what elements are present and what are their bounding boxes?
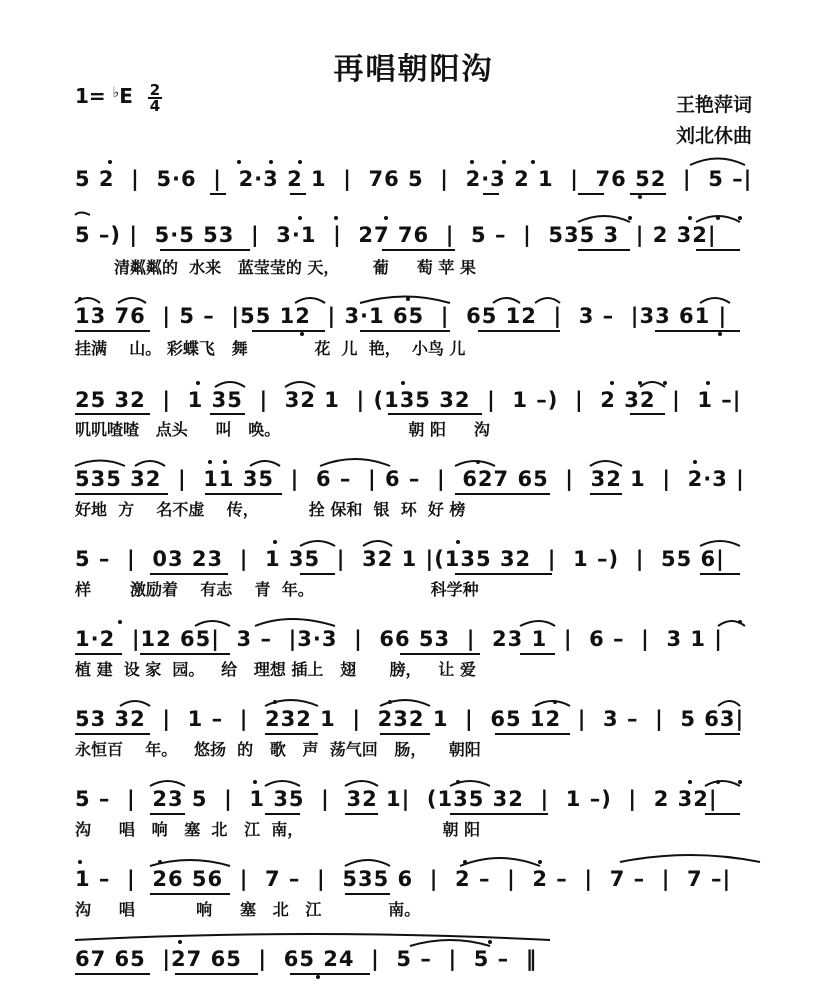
notation-row-3: 13 76 | 5 – |55 12 | 3·1 65 | 65 12 | 3 – |33 61 |: [75, 304, 728, 328]
notation-row-10: 1 – | 26 56 | 7 – | 535 6 | 2 – | 2 – | 7 – | 7 –|: [75, 867, 732, 891]
notation-row-9: 5 – | 23 5 | 1 35 | 32 1| (135 32 | 1 –) | 2 32|: [75, 787, 718, 811]
lyrics-row-6: 样 激励着 有志 青 年。 科学种: [75, 580, 479, 599]
lyrics-row-8: 永恒百 年。 悠扬 的 歌 声 荡气回 肠， 朝阳: [75, 740, 481, 759]
notation-row-5: 535 32 | 11 35 | 6 – | 6 – | 627 65 | 32 1 | 2·3 |: [75, 467, 745, 491]
lyrics-row-2: 清粼粼的 水来 蓝莹莹的 天， 葡 萄 苹 果: [75, 258, 476, 277]
key-note: E: [119, 84, 133, 108]
lyrics-row-9: 沟 唱 响 塞 北 江 南， 朝 阳: [75, 820, 481, 839]
lyrics-row-4: 叽叽喳喳 点头 叫 唤。 朝 阳 沟: [75, 420, 490, 439]
key-prefix: 1=: [75, 84, 106, 108]
page-title: 再唱朝阳沟: [333, 52, 494, 87]
lyrics-row-7: 植 建 设 家 园。 给 理想 插上 翅 膀， 让 爱: [75, 660, 476, 679]
notation-row-6: 5 – | 03 23 | 1 35 | 32 1 |(135 32 | 1 –) | 55 6|: [75, 547, 725, 571]
notation-row-2: 5 –) | 5·5 53 | 3·1 | 27 76 | 5 – | 535 3 | 2 32|: [75, 223, 717, 247]
flat-sign: ♭: [112, 85, 120, 101]
lyricist-credit: 王艳萍词: [675, 94, 752, 116]
meter-bottom: 4: [149, 97, 161, 115]
meter-top: 2: [149, 81, 161, 99]
lyrics-row-10: 沟 唱 响 塞 北 江 南。: [75, 900, 421, 919]
lyrics-row-5: 好地 方 名不虚 传， 拴 保和 银 环 好 榜: [75, 500, 466, 519]
notation-row-4: 25 32 | 1 35 | 32 1 | (135 32 | 1 –) | 2 32 | 1 –|: [75, 388, 742, 412]
notation-row-11: 67 65 |27 65 | 65 24 | 5 – | 5 – ‖: [75, 947, 538, 971]
composer-credit: 刘北休曲: [675, 125, 752, 147]
notation-row-8: 53 32 | 1 – | 232 1 | 232 1 | 65 12 | 3 – | 5 63|: [75, 707, 745, 731]
lyrics-row-3: 挂满 山。 彩蝶飞 舞 花 儿 艳， 小鸟 儿: [75, 339, 466, 358]
notation-row-7: 1·2 |12 65| 3 – |3·3 | 66 53 | 23 1 | 6 – | 3 1 |: [75, 627, 723, 651]
notation-row-1: 5 2 | 5·6 | 2·3 2 1 | 76 5 | 2·3 2 1 | 76 52 | 5 –|: [75, 167, 753, 191]
